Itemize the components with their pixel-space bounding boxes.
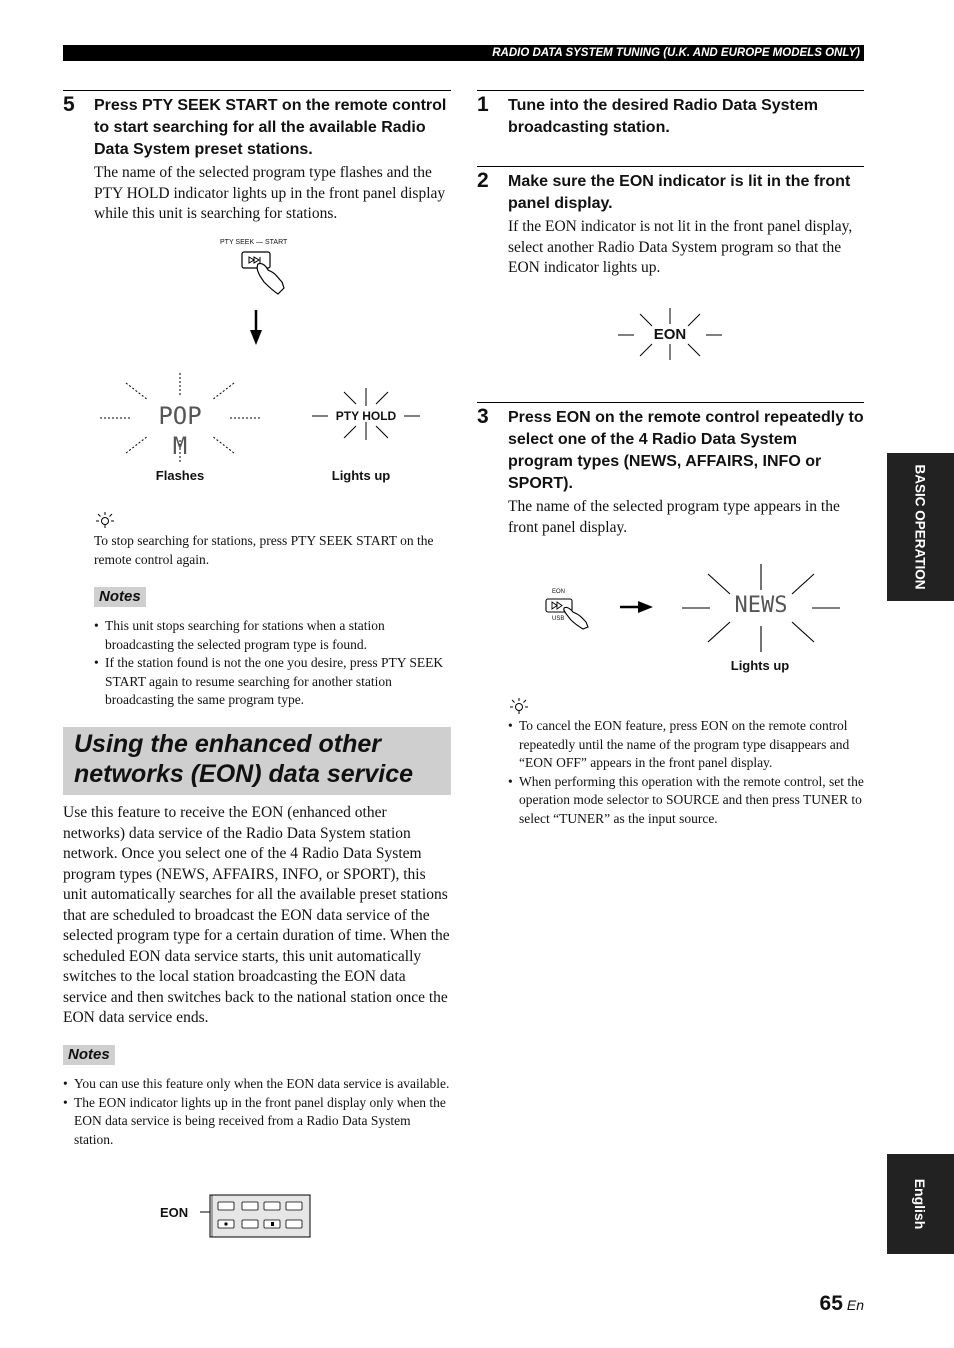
page-number: 65: [819, 1292, 843, 1315]
step-number: 3: [477, 405, 489, 428]
side-tab-label: English: [912, 1178, 928, 1230]
section-title: Using the enhanced other networks (EON) data service: [74, 730, 414, 788]
note-item: • The EON indicator lights up in the front panel display only when the EON data service is being received from a Radio Data System station.: [63, 1094, 451, 1150]
page-number-block: [780, 1292, 864, 1316]
header-bar: [63, 45, 864, 61]
button-label-bottom: USB: [552, 616, 565, 622]
note-item: • This unit stops searching for stations when a station broadcasting the selected program type is found.: [94, 617, 451, 654]
eon-callout-label: EON: [160, 1205, 189, 1220]
step-heading: Tune into the desired Radio Data System broadcasting station.: [508, 97, 818, 136]
section-body: Use this feature to receive the EON (enhanced other networks) data service of the Radio Data System station network. Once you select one of the 4 Radio Data System program types (NEWS, AFFAIRS, INFO, or SPORT), this unit automatically searches for all the available preset stations that are scheduled to broadcast the EON data service of the selected program type for a certain duration of time. When the scheduled EON data service starts, this unit automatically switches to the local station broadcasting the EON data service and then switches back to the national station once the EON data service ends.: [63, 804, 450, 1026]
notes-label: Notes: [63, 1045, 115, 1065]
arrow-down-icon: [248, 310, 264, 346]
step-heading: Press PTY SEEK START on the remote control to start searching for all the available Radio Data System preset stations.: [94, 97, 447, 158]
step-body: If the EON indicator is not lit in the front panel display, select another Radio Data System program so that the EON indicator lights up.: [508, 218, 853, 276]
section-title-header: RADIO DATA SYSTEM TUNING (U.K. AND EUROPE MODELS ONLY): [492, 47, 860, 59]
step-number: 1: [477, 93, 489, 116]
press-eon-hand-icon: [544, 596, 598, 630]
step-divider: [63, 90, 451, 91]
tips-list: [508, 717, 864, 828]
side-tab-language: [887, 1154, 954, 1254]
press-button-hand-icon: [238, 248, 288, 296]
notes-list: [63, 1075, 451, 1149]
section-banner: [63, 727, 451, 795]
pty-hold-indicator: PTY HOLD: [335, 409, 397, 423]
step-divider: [477, 166, 864, 167]
step-heading: Press EON on the remote control repeatedly to select one of the 4 Radio Data System program types (NEWS, AFFAIRS, INFO or SPORT).: [508, 409, 864, 492]
arrow-right-icon: [620, 600, 654, 614]
remote-button-label: PTY SEEK — START: [220, 239, 288, 246]
step-number: 5: [63, 93, 75, 116]
button-label-top: EON: [552, 589, 566, 595]
tip-item: • To cancel the EON feature, press EON on the remote control repeatedly until the name of the program type disappears and “EON OFF” appears in the front panel display.: [508, 717, 864, 773]
page-lang: En: [846, 1297, 864, 1313]
step-divider: [477, 90, 864, 91]
step-body: The name of the selected program type appears in the front panel display.: [508, 498, 840, 536]
caption-lights-up: Lights up: [730, 658, 790, 673]
note-item: • If the station found is not the one you desire, press PTY SEEK START again to resume searching for another station broadcasting the same program type.: [94, 654, 451, 710]
eon-indicator: EON: [653, 326, 687, 343]
notes-label: Notes: [94, 587, 146, 607]
tip-item: • When performing this operation with the remote control, set the operation mode selector to SOURCE and then press TUNER to select “TUNER” as the input source.: [508, 773, 864, 829]
side-tab-label: BASIC OPERATION: [912, 464, 928, 590]
tip-text: To stop searching for stations, press PTY SEEK START on the remote control again.: [94, 533, 434, 567]
tip-icon: [508, 698, 530, 714]
pty-seek-figure: [90, 238, 450, 488]
remote-control-icon: [198, 1192, 314, 1240]
step-number: 2: [477, 169, 489, 192]
display-program-type: POP M: [158, 402, 202, 460]
side-tab-basic-operation: [887, 453, 954, 601]
step-divider: [477, 402, 864, 403]
step-body: The name of the selected program type flashes and the PTY HOLD indicator lights up in the front panel display while this unit is searching for stations.: [94, 164, 446, 222]
tip-icon: [94, 512, 116, 528]
step-heading: Make sure the EON indicator is lit in the front panel display.: [508, 173, 851, 212]
note-item: • You can use this feature only when the EON data service is available.: [63, 1075, 451, 1094]
display-program-type: NEWS: [734, 593, 788, 618]
caption-lights-up: Lights up: [331, 468, 391, 483]
notes-list: [94, 617, 451, 710]
caption-flashes: Flashes: [155, 468, 205, 483]
